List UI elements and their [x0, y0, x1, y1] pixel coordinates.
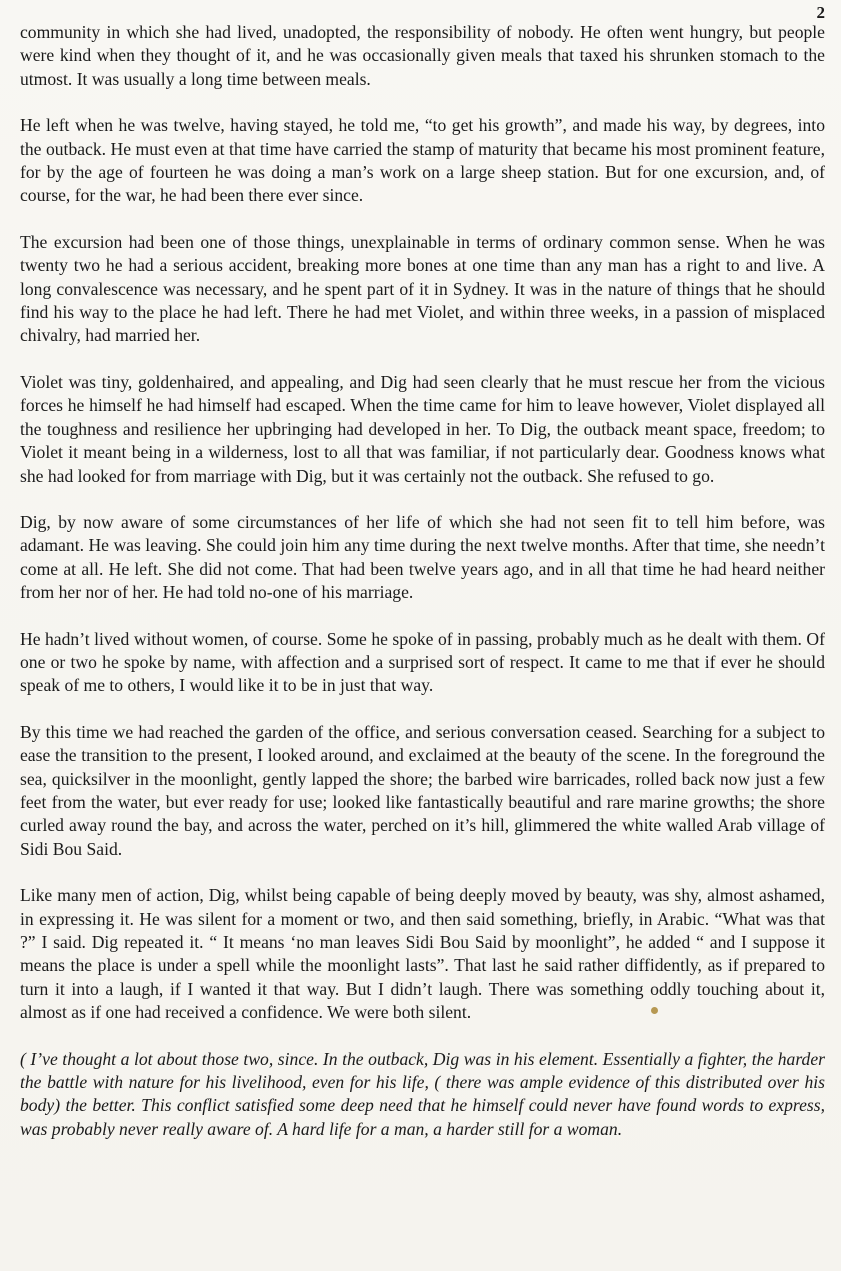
paragraph-9-italic: ( I’ve thought a lot about those two, since. In the outback, Dig was in his element. Essentially a fighter, the harder the battle with nature for his livelihood, even for his life, ( there was ample evidence of this distributed over his body) the better. This conflict satisfied some deep need that he himself could never have found words to express, was probably never really aware of. A hard life for a man, a harder still for a woman.	[20, 1048, 825, 1139]
paragraph-1: community in which she had lived, unadopted, the responsibility of nobody. He often went hungry, but people were kind when they thought of it, and he was occasionally given meals that taxed his shrunken stomach to the utmost. It was usually a long time between meals.	[20, 22, 825, 89]
paragraph-3: The excursion had been one of those things, unexplainable in terms of ordinary common sense. When he was twenty two he had a serious accident, breaking more bones at one time than any man has a right to and live. A long convalescence was necessary, and he spent part of it in Sydney. It was in the nature of things that he should find his way to the place he had left. There he had met Violet, and within three weeks, in a passion of misplaced chivalry, had married her.	[20, 231, 825, 346]
paragraph-7: By this time we had reached the garden of the office, and serious conversation ceased. Searching for a subject to ease the transition to the present, I looked around, and exclaimed at the beauty of the scene. In the foreground the sea, quicksilver in the moonlight, gently lapped the shore; the barbed wire barricades, rolled back now just a few feet from the water, but ever ready for use; looked like fantastically beautiful and rare marine growths; the shore curled away round the bay, and across the water, perched on it’s hill, glimmered the white walled Arab village of Sidi Bou Said.	[20, 721, 825, 859]
paragraph-6: He hadn’t lived without women, of course. Some he spoke of in passing, probably much as he dealt with them. Of one or two he spoke by name, with affection and a surprised sort of respect. It came to me that if ever he should speak of me to others, I would like it to be in just that way.	[20, 628, 825, 696]
body-text	[20, 21, 825, 1164]
paragraph-5: Dig, by now aware of some circumstances of her life of which she had not seen fit to tell him before, was adamant. He was leaving. She could join him any time during the next twelve months. After that time, she needn’t come at all. He left. She did not come. That had been twelve years ago, and in all that time he had heard neither from her nor of her. He had told no-one of his marriage.	[20, 511, 825, 603]
paragraph-4: Violet was tiny, goldenhaired, and appealing, and Dig had seen clearly that he must rescue her from the vicious forces he himself he had himself had escaped. When the time came for him to leave however, Violet displayed all the toughness and resilience her upbringing had developed in her. To Dig, the outback meant space, freedom; to Violet it meant being in a wilderness, lost to all that was familiar, if not particularly dear. Goodness knows what she had looked for from marriage with Dig, but it was certainly not the outback. She refused to go.	[20, 371, 825, 486]
ink-speck	[651, 1007, 658, 1014]
paragraph-2: He left when he was twelve, having stayed, he told me, “to get his growth”, and made his way, by degrees, into the outback. He must even at that time have carried the stamp of maturity that became his most prominent feature, for by the age of fourteen he was doing a man’s work on a large sheep station. But for one excursion, and, of course, for the war, he had been there ever since.	[20, 115, 825, 206]
page-number: 2	[816, 3, 825, 22]
paragraph-8: Like many men of action, Dig, whilst being capable of being deeply moved by beauty, was shy, almost ashamed, in expressing it. He was silent for a moment or two, and then said something, briefly, in Arabic. “What was that ?” I said. Dig repeated it. “ It means ‘no man leaves Sidi Bou Said by moonlight”, he added “ and I suppose it means the place is under a spell while the moonlight lasts”. That last he said rather diffidently, as if prepared to turn it into a laugh, if I wanted it that way. But I didn’t laugh. There was something oddly touching about it, almost as if one had received a confidence. We were both silent.	[20, 885, 825, 1023]
